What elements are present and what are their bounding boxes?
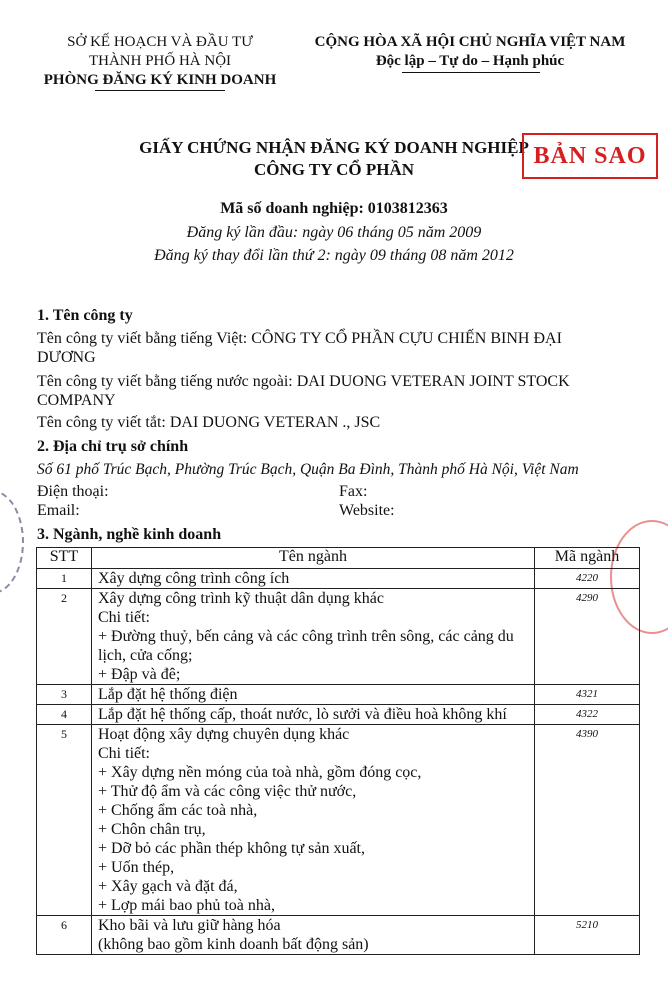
table-row	[37, 916, 640, 955]
motto-underline	[402, 72, 540, 73]
certificate-title: GIẤY CHỨNG NHẬN ĐĂNG KÝ DOANH NGHIỆP	[139, 138, 529, 157]
nation-name: CỘNG HÒA XÃ HỘI CHỦ NGHĨA VIỆT NAM	[314, 34, 626, 50]
phone-label: Điện thoại:	[37, 483, 109, 500]
row-name	[92, 589, 535, 685]
row-stt: 4	[37, 705, 92, 725]
vn-name-line2: DƯƠNG	[37, 349, 96, 366]
row-name-line: + Chôn chân trụ,	[98, 821, 206, 838]
change-registration: Đăng ký thay đổi lần thứ 2: ngày 09 tháng 08 năm 2012	[154, 247, 514, 264]
row-name	[92, 569, 535, 589]
table-row	[37, 569, 640, 589]
section2-heading: 2. Địa chỉ trụ sở chính	[37, 438, 189, 455]
row-code: 4321	[535, 685, 640, 705]
row-name-line: Lắp đặt hệ thống điện	[98, 686, 238, 703]
row-name-line: Xây dựng công trình công ích	[98, 570, 290, 587]
email-label: Email:	[37, 502, 80, 519]
foreign-name-line1: Tên công ty viết bằng tiếng nước ngoài: DAI DUONG VETERAN JOINT STOCK	[37, 373, 570, 390]
section1-heading: 1. Tên công ty	[37, 307, 133, 324]
issuer-underline	[95, 90, 225, 91]
row-code: 4290	[535, 589, 640, 685]
nation-block	[300, 33, 640, 71]
row-name	[92, 685, 535, 705]
row-name-line: Chi tiết:	[98, 609, 150, 626]
nation-motto: Độc lập – Tự do – Hạnh phúc	[375, 53, 565, 69]
business-lines-table	[36, 547, 640, 955]
issuer-dept: SỞ KẾ HOẠCH VÀ ĐẦU TƯ	[67, 34, 253, 50]
col-name: Tên ngành	[92, 548, 535, 569]
first-registration: Đăng ký lần đầu: ngày 06 tháng 05 năm 2009	[186, 224, 482, 241]
fax-label: Fax:	[339, 483, 368, 500]
row-name-line: + Dỡ bỏ các phần thép không tự sản xuất,	[98, 840, 365, 857]
row-code: 4322	[535, 705, 640, 725]
row-name-line: Xây dựng công trình kỹ thuật dân dụng khác	[98, 590, 384, 607]
table-row	[37, 685, 640, 705]
row-stt: 5	[37, 725, 92, 916]
row-name-line: Hoạt động xây dựng chuyên dụng khác	[98, 726, 350, 743]
row-name-line: Lắp đặt hệ thống cấp, thoát nước, lò sưởi và điều hoà không khí	[98, 706, 507, 723]
row-name-line: + Lợp mái bao phủ toà nhà,	[98, 897, 275, 914]
row-name-line: + Uốn thép,	[98, 859, 175, 876]
row-stt: 3	[37, 685, 92, 705]
enterprise-code: Mã số doanh nghiệp: 0103812363	[220, 200, 448, 217]
blue-seal-edge	[0, 490, 24, 594]
row-name-line: + Xây gạch và đặt đá,	[98, 878, 238, 895]
table-body	[37, 569, 640, 955]
copy-stamp: BẢN SAO	[522, 133, 658, 179]
row-stt: 6	[37, 916, 92, 955]
row-name-line: Kho bãi và lưu giữ hàng hóa	[98, 917, 281, 934]
row-name	[92, 725, 535, 916]
row-code: 5210	[535, 916, 640, 955]
row-name-line: (không bao gồm kinh doanh bất động sản)	[98, 936, 369, 953]
row-name-line: + Chống ẩm các toà nhà,	[98, 802, 258, 819]
website-label: Website:	[339, 502, 395, 519]
address: Số 61 phố Trúc Bạch, Phường Trúc Bạch, Quận Ba Đình, Thành phố Hà Nội, Việt Nam	[37, 461, 579, 478]
col-code: Mã ngành	[535, 548, 640, 569]
foreign-name-line2: COMPANY	[37, 392, 116, 409]
row-name	[92, 916, 535, 955]
short-name: Tên công ty viết tắt: DAI DUONG VETERAN ., JSC	[37, 414, 381, 431]
table-header-row	[37, 548, 640, 569]
table-row	[37, 705, 640, 725]
table-row	[37, 589, 640, 685]
row-code: 4220	[535, 569, 640, 589]
row-name-line: lịch, cửa cống;	[98, 647, 193, 664]
company-type: CÔNG TY CỔ PHẦN	[253, 160, 415, 179]
row-stt: 2	[37, 589, 92, 685]
row-name-line: Chi tiết:	[98, 745, 150, 762]
row-name-line: + Đập và đê;	[98, 666, 181, 683]
issuer-office: PHÒNG ĐĂNG KÝ KINH DOANH	[43, 72, 277, 88]
issuer-city: THÀNH PHỐ HÀ NỘI	[88, 53, 232, 69]
col-stt: STT	[37, 548, 92, 569]
issuer-block	[30, 33, 290, 90]
section3-heading: 3. Ngành, nghề kinh doanh	[37, 526, 222, 543]
row-name-line: + Xây dựng nền móng của toà nhà, gồm đóng cọc,	[98, 764, 422, 781]
row-name	[92, 705, 535, 725]
row-name-line: + Đường thuỷ, bến cảng và các công trình trên sông, các cảng du	[98, 628, 514, 645]
table-row	[37, 725, 640, 916]
row-stt: 1	[37, 569, 92, 589]
vn-name-line1: Tên công ty viết bằng tiếng Việt: CÔNG TY CỔ PHẦN CỰU CHIẾN BINH ĐẠI	[37, 330, 562, 347]
row-code: 4390	[535, 725, 640, 916]
row-name-line: + Thử độ ẩm và các công việc thử nước,	[98, 783, 357, 800]
